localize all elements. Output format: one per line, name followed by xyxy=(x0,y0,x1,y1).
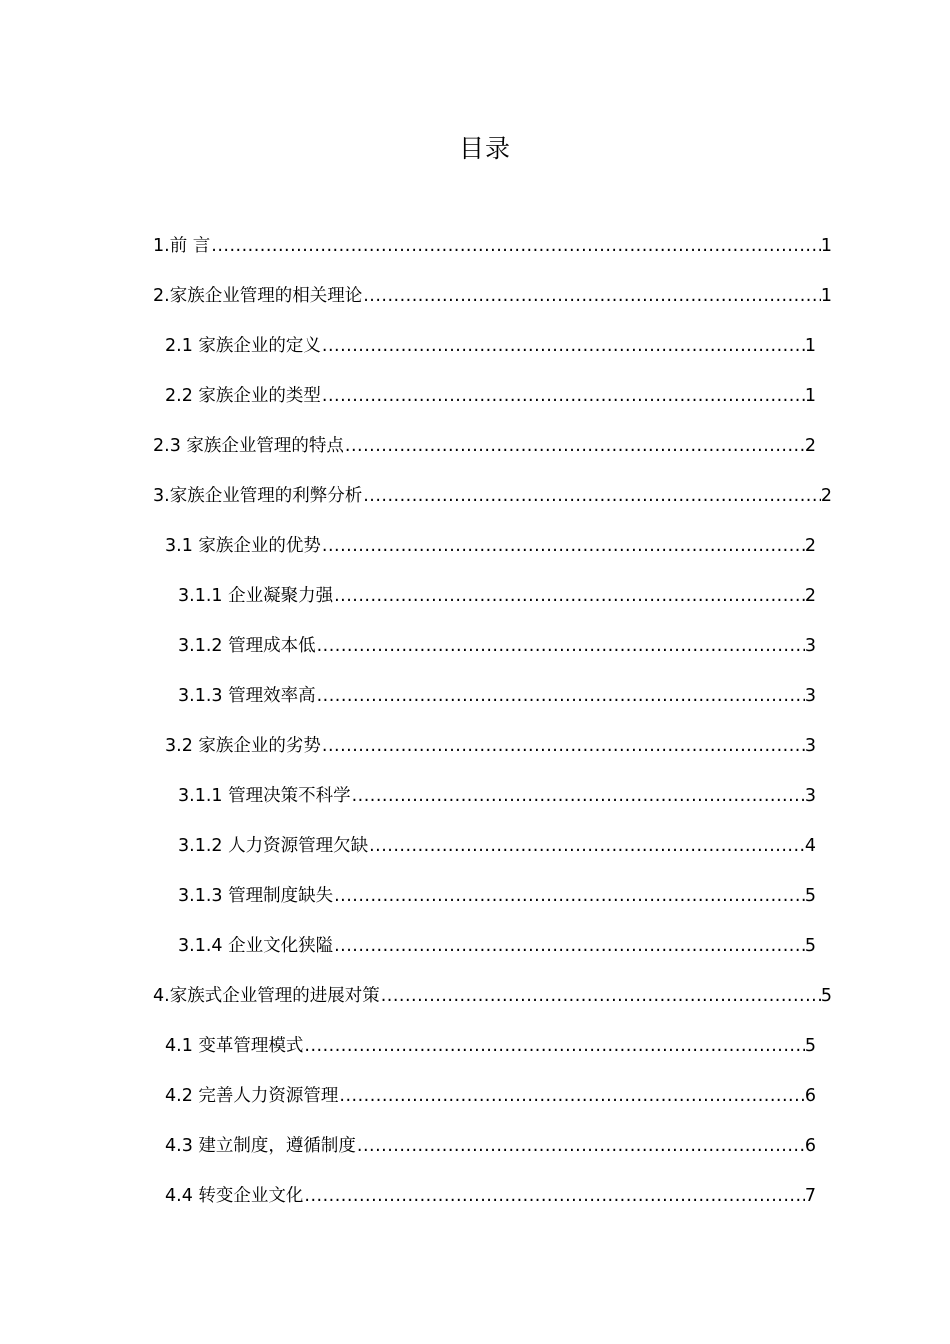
toc-entry-label: 3.1.3 管理制度缺失 xyxy=(178,886,334,906)
toc-entry[interactable] xyxy=(178,782,816,810)
toc-dot-leader xyxy=(368,832,805,860)
toc-entry[interactable] xyxy=(153,232,832,260)
toc-entry[interactable] xyxy=(165,1132,816,1160)
toc-entry[interactable] xyxy=(178,882,816,910)
toc-entry[interactable] xyxy=(153,282,832,310)
toc-page-number: 6 xyxy=(804,1136,816,1156)
toc-entry[interactable] xyxy=(178,832,816,860)
toc-page-number: 3 xyxy=(804,636,816,656)
toc-entry[interactable] xyxy=(153,432,816,460)
toc-entry-label: 3.1.3 管理效率高 xyxy=(178,686,316,706)
toc-page-number: 2 xyxy=(804,436,816,456)
toc-page-number: 5 xyxy=(804,1036,816,1056)
toc-entry-label: 4.1 变革管理模式 xyxy=(165,1036,304,1056)
toc-page-number: 3 xyxy=(804,686,816,706)
toc-entry[interactable] xyxy=(165,1082,816,1110)
toc-dot-leader xyxy=(316,682,805,710)
toc-dot-leader xyxy=(338,1082,804,1110)
toc-dot-leader xyxy=(316,632,805,660)
toc-entry-label: 3.家族企业管理的利弊分析 xyxy=(153,486,363,506)
toc-page-number: 5 xyxy=(804,936,816,956)
toc-entry-label: 3.1.4 企业文化狭隘 xyxy=(178,936,334,956)
toc-dot-leader xyxy=(333,882,805,910)
toc-entry[interactable] xyxy=(178,632,816,660)
toc-entry[interactable] xyxy=(165,1182,816,1210)
toc-dot-leader xyxy=(303,1032,804,1060)
toc-page-number: 2 xyxy=(820,486,832,506)
toc-entry[interactable] xyxy=(165,1032,816,1060)
toc-page-number: 4 xyxy=(804,836,816,856)
toc-entry-label: 4.3 建立制度，遵循制度 xyxy=(165,1136,356,1156)
toc-entry-label: 3.1 家族企业的优势 xyxy=(165,536,321,556)
toc-dot-leader xyxy=(356,1132,805,1160)
toc-page-number: 2 xyxy=(804,586,816,606)
toc-entry-label: 3.2 家族企业的劣势 xyxy=(165,736,321,756)
toc-entry-label: 3.1.2 管理成本低 xyxy=(178,636,316,656)
toc-dot-leader xyxy=(333,582,805,610)
toc-entry[interactable] xyxy=(165,382,816,410)
toc-dot-leader xyxy=(321,532,805,560)
toc-dot-leader xyxy=(321,332,805,360)
toc-entry[interactable] xyxy=(165,732,816,760)
toc-entry-label: 3.1.1 企业凝聚力强 xyxy=(178,586,334,606)
toc-entry-label: 4.4 转变企业文化 xyxy=(165,1186,304,1206)
toc-page-number: 1 xyxy=(804,386,816,406)
toc-entry-label: 2.家族企业管理的相关理论 xyxy=(153,286,363,306)
toc-entry-label: 3.1.1 管理决策不科学 xyxy=(178,786,351,806)
toc-entry-label: 2.3 家族企业管理的特点 xyxy=(153,436,344,456)
toc-page-number: 7 xyxy=(804,1186,816,1206)
toc-entry[interactable] xyxy=(165,532,816,560)
toc-entry[interactable] xyxy=(153,482,832,510)
toc-dot-leader xyxy=(380,982,821,1010)
toc-entry-label: 2.1 家族企业的定义 xyxy=(165,336,321,356)
toc-dot-leader xyxy=(303,1182,804,1210)
toc-entry-label: 2.2 家族企业的类型 xyxy=(165,386,321,406)
toc-page-number: 5 xyxy=(820,986,832,1006)
toc-entry[interactable] xyxy=(153,982,832,1010)
toc-dot-leader xyxy=(210,232,821,260)
toc-page-number: 3 xyxy=(804,736,816,756)
toc-entry[interactable] xyxy=(178,582,816,610)
toc-page-number: 6 xyxy=(804,1086,816,1106)
toc-dot-leader xyxy=(333,932,805,960)
toc-dot-leader xyxy=(362,482,821,510)
toc-dot-leader xyxy=(351,782,805,810)
toc-page-number: 1 xyxy=(804,336,816,356)
toc-page-number: 3 xyxy=(804,786,816,806)
toc-page-number: 2 xyxy=(804,536,816,556)
toc-entry-label: 4.家族式企业管理的进展对策 xyxy=(153,986,380,1006)
toc-dot-leader xyxy=(362,282,821,310)
toc-dot-leader xyxy=(344,432,805,460)
toc-dot-leader xyxy=(321,732,805,760)
toc-entry[interactable] xyxy=(178,932,816,960)
toc-page-number: 1 xyxy=(820,236,832,256)
toc-dot-leader xyxy=(321,382,805,410)
toc-page-number: 5 xyxy=(804,886,816,906)
toc-page-number: 1 xyxy=(820,286,832,306)
toc-entry[interactable] xyxy=(178,682,816,710)
toc-entry-label: 1.前 言 xyxy=(153,236,211,256)
page-title: 目录 xyxy=(458,134,511,163)
toc-entry-label: 4.2 完善人力资源管理 xyxy=(165,1086,339,1106)
toc-entry-label: 3.1.2 人力资源管理欠缺 xyxy=(178,836,369,856)
toc-entry[interactable] xyxy=(165,332,816,360)
